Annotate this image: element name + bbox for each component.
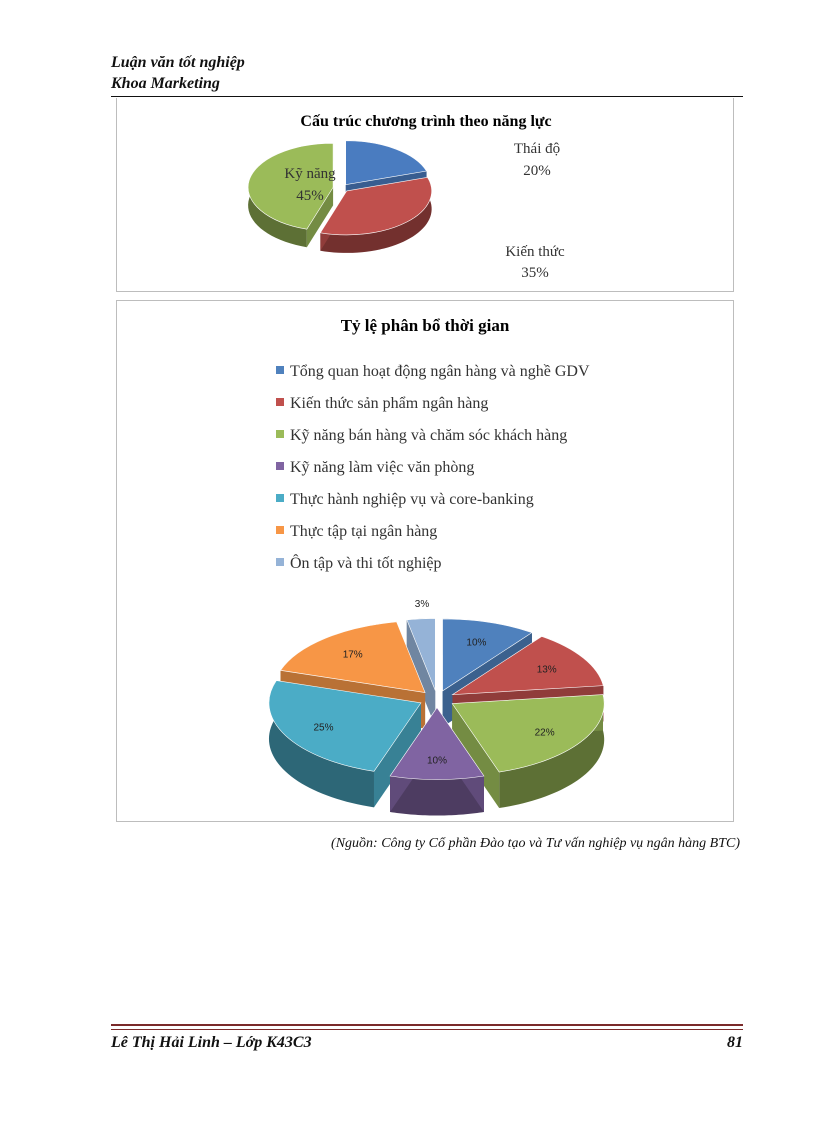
header-rule <box>111 96 743 97</box>
legend-item-4 <box>276 459 474 476</box>
legend-item-2 <box>276 395 488 412</box>
legend-swatch-2 <box>276 398 284 406</box>
source-note: (Nguồn: Công ty Cổ phần Đào tạo và Tư vấn nghiệp vụ ngân hàng BTC) <box>331 836 740 851</box>
footer-rule <box>111 1024 743 1026</box>
competency-pct-1: 20% <box>523 163 551 179</box>
page-header <box>111 52 743 94</box>
competency-pct-3: 45% <box>296 188 324 204</box>
legend-swatch-3 <box>276 430 284 438</box>
legend-item-6 <box>276 523 437 540</box>
time-pct-7: 3% <box>414 599 430 610</box>
time-allocation-legend <box>276 363 590 572</box>
legend-label-7: Ôn tập và thi tốt nghiệp <box>290 555 442 572</box>
legend-label-2: Kiến thức sản phẩm ngân hàng <box>290 395 489 412</box>
competency-pie <box>248 141 565 281</box>
page-number: 81 <box>727 1034 743 1051</box>
legend-swatch-5 <box>276 494 284 502</box>
legend-item-1 <box>276 363 590 380</box>
legend-item-3 <box>276 427 567 444</box>
author-label: Lê Thị Hải Linh – Lớp K43C3 <box>111 1034 312 1051</box>
competency-label-3: Kỹ năng <box>284 166 336 182</box>
competency-chart-title: Cấu trúc chương trình theo năng lực <box>300 113 552 130</box>
time-pct-1: 10% <box>466 637 487 649</box>
legend-label-5: Thực hành nghiệp vụ và core-banking <box>290 491 534 508</box>
legend-label-6: Thực tập tại ngân hàng <box>290 523 438 540</box>
time-pct-3: 22% <box>534 727 555 739</box>
footer-rule-thin <box>111 1029 743 1030</box>
legend-swatch-4 <box>276 462 284 470</box>
competency-pie-chart <box>117 98 735 292</box>
time-allocation-pie <box>269 599 604 816</box>
time-pct-2: 13% <box>536 664 557 676</box>
competency-slice-2 <box>320 177 431 253</box>
time-allocation-chart-title: Tỷ lệ phân bổ thời gian <box>340 316 510 335</box>
competency-pct-2: 35% <box>521 265 549 281</box>
time-allocation-chart-box <box>116 300 734 822</box>
legend-swatch-1 <box>276 366 284 374</box>
time-pct-4: 10% <box>426 755 448 767</box>
legend-label-1: Tổng quan hoạt động ngân hàng và nghề GDV <box>290 363 590 380</box>
legend-swatch-7 <box>276 558 284 566</box>
competency-label-2: Kiến thức <box>505 244 565 260</box>
faculty-label: Khoa Marketing <box>111 75 220 92</box>
competency-chart-box <box>116 98 734 292</box>
legend-label-4: Kỹ năng làm việc văn phòng <box>290 459 475 476</box>
legend-item-7 <box>276 553 442 572</box>
legend-label-3: Kỹ năng bán hàng và chăm sóc khách hàng <box>290 427 568 444</box>
thesis-label: Luận văn tốt nghiệp <box>111 54 245 71</box>
legend-swatch-6 <box>276 526 284 534</box>
time-pct-5: 25% <box>313 722 334 734</box>
competency-label-1: Thái độ <box>513 141 561 157</box>
time-pct-6: 17% <box>342 649 363 661</box>
time-allocation-pie-chart <box>117 301 735 823</box>
legend-item-5 <box>276 491 534 508</box>
